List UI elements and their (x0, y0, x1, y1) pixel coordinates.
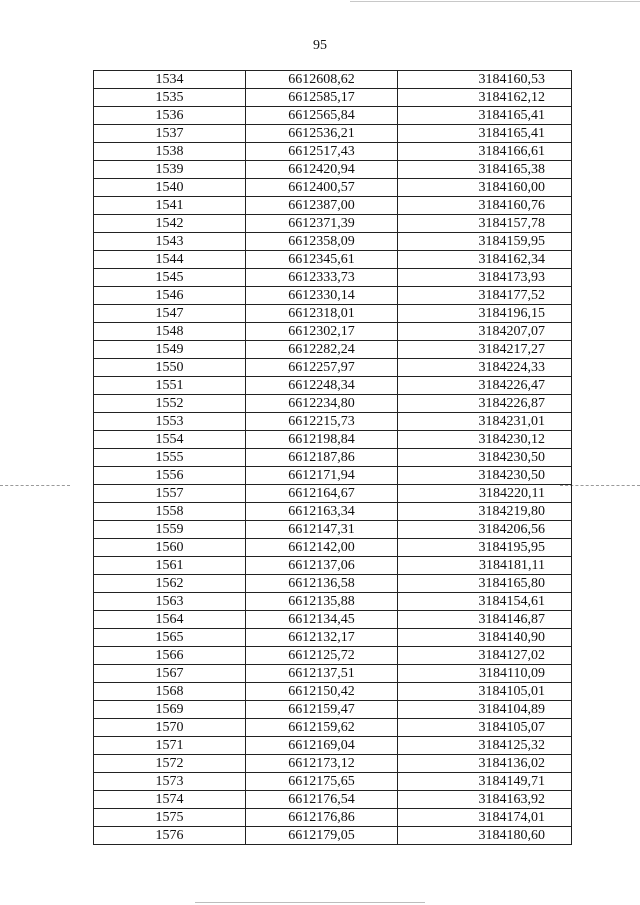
point-number-cell: 1570 (94, 719, 246, 737)
y-coordinate-cell: 3184219,80 (398, 503, 572, 521)
x-coordinate-cell: 6612608,62 (246, 71, 398, 89)
table-row (94, 773, 572, 791)
y-coordinate-cell: 3184224,33 (398, 359, 572, 377)
table-row (94, 215, 572, 233)
y-coordinate-cell: 3184177,52 (398, 287, 572, 305)
point-number-cell: 1535 (94, 89, 246, 107)
y-coordinate-cell: 3184163,92 (398, 791, 572, 809)
point-number-cell: 1562 (94, 575, 246, 593)
point-number-cell: 1565 (94, 629, 246, 647)
point-number-cell: 1563 (94, 593, 246, 611)
coordinates-table (93, 70, 572, 845)
x-coordinate-cell: 6612171,94 (246, 467, 398, 485)
y-coordinate-cell: 3184165,80 (398, 575, 572, 593)
table-row (94, 647, 572, 665)
scan-fold-mark (0, 485, 70, 486)
table-row (94, 521, 572, 539)
y-coordinate-cell: 3184105,01 (398, 683, 572, 701)
table-row (94, 629, 572, 647)
y-coordinate-cell: 3184220,11 (398, 485, 572, 503)
table-row (94, 467, 572, 485)
table-row (94, 539, 572, 557)
point-number-cell: 1544 (94, 251, 246, 269)
table-row (94, 287, 572, 305)
point-number-cell: 1548 (94, 323, 246, 341)
y-coordinate-cell: 3184165,41 (398, 125, 572, 143)
table-row (94, 341, 572, 359)
point-number-cell: 1558 (94, 503, 246, 521)
table-row (94, 557, 572, 575)
table-row (94, 143, 572, 161)
x-coordinate-cell: 6612517,43 (246, 143, 398, 161)
x-coordinate-cell: 6612198,84 (246, 431, 398, 449)
page-number: 95 (313, 38, 327, 53)
x-coordinate-cell: 6612371,39 (246, 215, 398, 233)
table-row (94, 449, 572, 467)
point-number-cell: 1545 (94, 269, 246, 287)
point-number-cell: 1553 (94, 413, 246, 431)
y-coordinate-cell: 3184165,38 (398, 161, 572, 179)
x-coordinate-cell: 6612257,97 (246, 359, 398, 377)
y-coordinate-cell: 3184165,41 (398, 107, 572, 125)
point-number-cell: 1539 (94, 161, 246, 179)
y-coordinate-cell: 3184206,56 (398, 521, 572, 539)
x-coordinate-cell: 6612333,73 (246, 269, 398, 287)
y-coordinate-cell: 3184166,61 (398, 143, 572, 161)
point-number-cell: 1575 (94, 809, 246, 827)
x-coordinate-cell: 6612147,31 (246, 521, 398, 539)
x-coordinate-cell: 6612179,05 (246, 827, 398, 845)
point-number-cell: 1564 (94, 611, 246, 629)
table-row (94, 377, 572, 395)
point-number-cell: 1552 (94, 395, 246, 413)
y-coordinate-cell: 3184230,50 (398, 449, 572, 467)
table-row (94, 269, 572, 287)
y-coordinate-cell: 3184162,12 (398, 89, 572, 107)
point-number-cell: 1540 (94, 179, 246, 197)
table-row (94, 683, 572, 701)
y-coordinate-cell: 3184196,15 (398, 305, 572, 323)
y-coordinate-cell: 3184174,01 (398, 809, 572, 827)
table-row (94, 485, 572, 503)
y-coordinate-cell: 3184173,93 (398, 269, 572, 287)
table-row (94, 665, 572, 683)
x-coordinate-cell: 6612536,21 (246, 125, 398, 143)
y-coordinate-cell: 3184160,00 (398, 179, 572, 197)
y-coordinate-cell: 3184160,76 (398, 197, 572, 215)
table-row (94, 161, 572, 179)
table-row (94, 197, 572, 215)
y-coordinate-cell: 3184105,07 (398, 719, 572, 737)
table-row (94, 827, 572, 845)
point-number-cell: 1554 (94, 431, 246, 449)
point-number-cell: 1567 (94, 665, 246, 683)
table-row (94, 413, 572, 431)
table-row (94, 575, 572, 593)
x-coordinate-cell: 6612137,51 (246, 665, 398, 683)
point-number-cell: 1574 (94, 791, 246, 809)
x-coordinate-cell: 6612585,17 (246, 89, 398, 107)
table-row (94, 431, 572, 449)
y-coordinate-cell: 3184125,32 (398, 737, 572, 755)
x-coordinate-cell: 6612142,00 (246, 539, 398, 557)
x-coordinate-cell: 6612248,34 (246, 377, 398, 395)
point-number-cell: 1538 (94, 143, 246, 161)
table-row (94, 755, 572, 773)
x-coordinate-cell: 6612125,72 (246, 647, 398, 665)
point-number-cell: 1559 (94, 521, 246, 539)
x-coordinate-cell: 6612132,17 (246, 629, 398, 647)
point-number-cell: 1551 (94, 377, 246, 395)
y-coordinate-cell: 3184160,53 (398, 71, 572, 89)
point-number-cell: 1534 (94, 71, 246, 89)
scan-fold-mark (560, 485, 640, 486)
table-row (94, 791, 572, 809)
x-coordinate-cell: 6612169,04 (246, 737, 398, 755)
point-number-cell: 1571 (94, 737, 246, 755)
x-coordinate-cell: 6612565,84 (246, 107, 398, 125)
table-row (94, 89, 572, 107)
scan-edge-line (350, 1, 640, 2)
table-row (94, 719, 572, 737)
table-row (94, 611, 572, 629)
y-coordinate-cell: 3184140,90 (398, 629, 572, 647)
point-number-cell: 1543 (94, 233, 246, 251)
point-number-cell: 1550 (94, 359, 246, 377)
y-coordinate-cell: 3184180,60 (398, 827, 572, 845)
x-coordinate-cell: 6612150,42 (246, 683, 398, 701)
point-number-cell: 1573 (94, 773, 246, 791)
x-coordinate-cell: 6612134,45 (246, 611, 398, 629)
table-row (94, 503, 572, 521)
x-coordinate-cell: 6612282,24 (246, 341, 398, 359)
x-coordinate-cell: 6612135,88 (246, 593, 398, 611)
x-coordinate-cell: 6612358,09 (246, 233, 398, 251)
point-number-cell: 1557 (94, 485, 246, 503)
table-row (94, 701, 572, 719)
table-row (94, 71, 572, 89)
y-coordinate-cell: 3184207,07 (398, 323, 572, 341)
point-number-cell: 1547 (94, 305, 246, 323)
x-coordinate-cell: 6612345,61 (246, 251, 398, 269)
y-coordinate-cell: 3184226,87 (398, 395, 572, 413)
y-coordinate-cell: 3184104,89 (398, 701, 572, 719)
point-number-cell: 1546 (94, 287, 246, 305)
table-row (94, 395, 572, 413)
y-coordinate-cell: 3184230,50 (398, 467, 572, 485)
y-coordinate-cell: 3184154,61 (398, 593, 572, 611)
point-number-cell: 1556 (94, 467, 246, 485)
x-coordinate-cell: 6612187,86 (246, 449, 398, 467)
point-number-cell: 1569 (94, 701, 246, 719)
x-coordinate-cell: 6612137,06 (246, 557, 398, 575)
point-number-cell: 1560 (94, 539, 246, 557)
x-coordinate-cell: 6612164,67 (246, 485, 398, 503)
table-row (94, 107, 572, 125)
y-coordinate-cell: 3184146,87 (398, 611, 572, 629)
table-row (94, 251, 572, 269)
x-coordinate-cell: 6612176,86 (246, 809, 398, 827)
x-coordinate-cell: 6612163,34 (246, 503, 398, 521)
y-coordinate-cell: 3184226,47 (398, 377, 572, 395)
x-coordinate-cell: 6612400,57 (246, 179, 398, 197)
table-row (94, 305, 572, 323)
x-coordinate-cell: 6612318,01 (246, 305, 398, 323)
point-number-cell: 1541 (94, 197, 246, 215)
y-coordinate-cell: 3184157,78 (398, 215, 572, 233)
point-number-cell: 1561 (94, 557, 246, 575)
table-row (94, 125, 572, 143)
table-row (94, 809, 572, 827)
y-coordinate-cell: 3184136,02 (398, 755, 572, 773)
table-row (94, 179, 572, 197)
point-number-cell: 1568 (94, 683, 246, 701)
y-coordinate-cell: 3184217,27 (398, 341, 572, 359)
y-coordinate-cell: 3184231,01 (398, 413, 572, 431)
x-coordinate-cell: 6612387,00 (246, 197, 398, 215)
x-coordinate-cell: 6612176,54 (246, 791, 398, 809)
y-coordinate-cell: 3184159,95 (398, 233, 572, 251)
point-number-cell: 1572 (94, 755, 246, 773)
x-coordinate-cell: 6612175,65 (246, 773, 398, 791)
table-row (94, 323, 572, 341)
scan-edge-line (195, 902, 425, 903)
x-coordinate-cell: 6612330,14 (246, 287, 398, 305)
point-number-cell: 1576 (94, 827, 246, 845)
table-row (94, 593, 572, 611)
coordinates-table-body (94, 71, 572, 845)
table-row (94, 737, 572, 755)
y-coordinate-cell: 3184149,71 (398, 773, 572, 791)
y-coordinate-cell: 3184230,12 (398, 431, 572, 449)
point-number-cell: 1549 (94, 341, 246, 359)
x-coordinate-cell: 6612302,17 (246, 323, 398, 341)
x-coordinate-cell: 6612159,62 (246, 719, 398, 737)
x-coordinate-cell: 6612215,73 (246, 413, 398, 431)
point-number-cell: 1555 (94, 449, 246, 467)
point-number-cell: 1537 (94, 125, 246, 143)
x-coordinate-cell: 6612234,80 (246, 395, 398, 413)
point-number-cell: 1542 (94, 215, 246, 233)
table-row (94, 359, 572, 377)
x-coordinate-cell: 6612420,94 (246, 161, 398, 179)
y-coordinate-cell: 3184181,11 (398, 557, 572, 575)
x-coordinate-cell: 6612173,12 (246, 755, 398, 773)
point-number-cell: 1566 (94, 647, 246, 665)
x-coordinate-cell: 6612159,47 (246, 701, 398, 719)
point-number-cell: 1536 (94, 107, 246, 125)
y-coordinate-cell: 3184195,95 (398, 539, 572, 557)
y-coordinate-cell: 3184110,09 (398, 665, 572, 683)
table-row (94, 233, 572, 251)
y-coordinate-cell: 3184127,02 (398, 647, 572, 665)
y-coordinate-cell: 3184162,34 (398, 251, 572, 269)
x-coordinate-cell: 6612136,58 (246, 575, 398, 593)
